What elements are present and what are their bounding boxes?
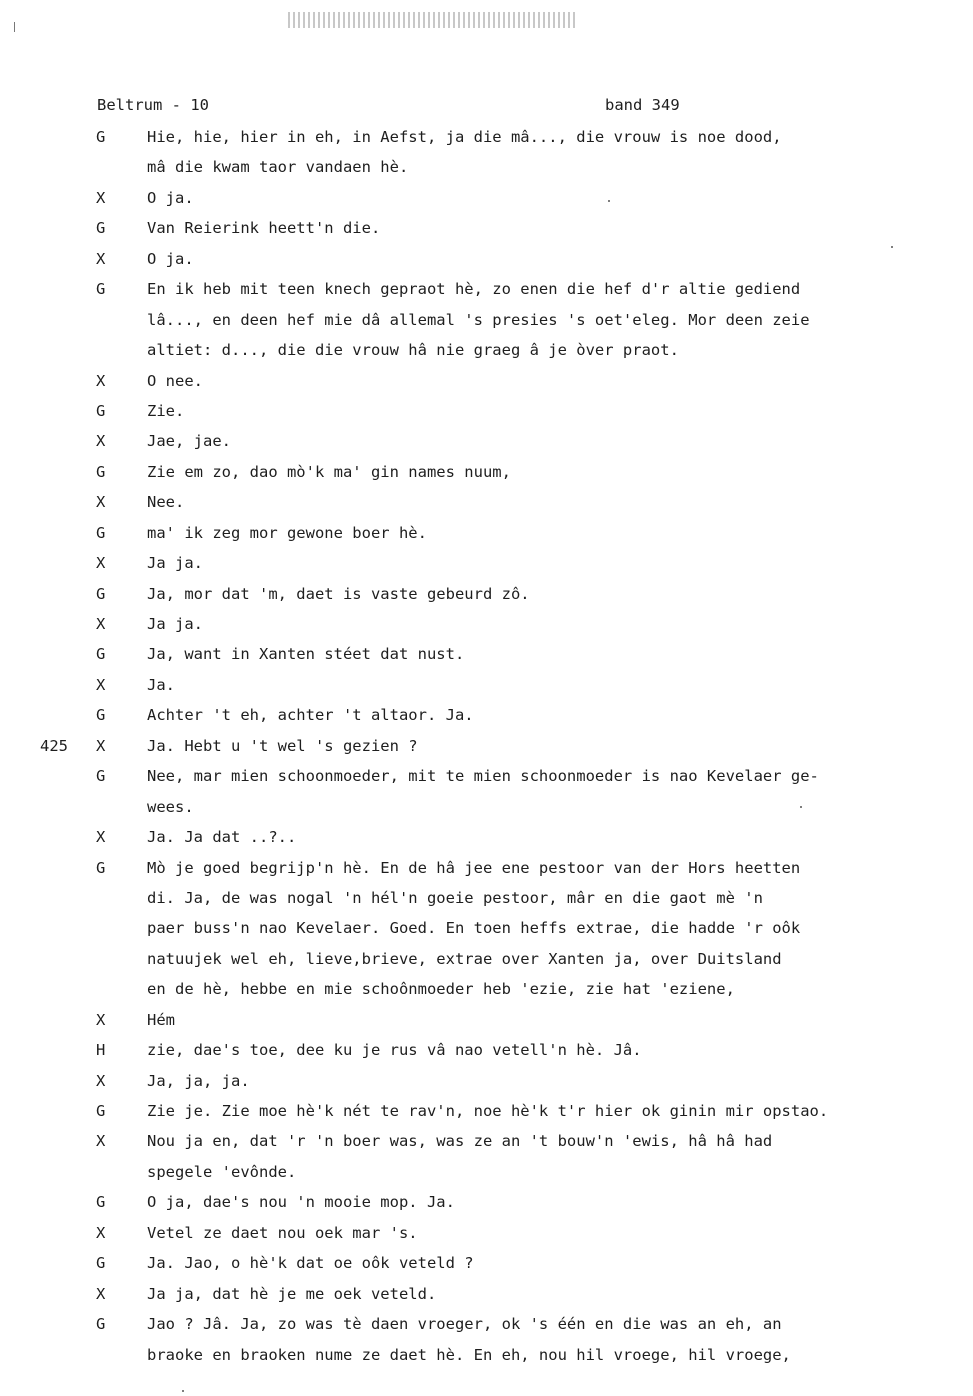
transcript-line: [0, 311, 973, 341]
speaker-label: X: [96, 675, 106, 694]
transcript-line: [0, 676, 973, 706]
transcript-line: [0, 1224, 973, 1254]
speaker-label: G: [96, 858, 106, 877]
transcript-line: [0, 1102, 973, 1132]
line-text: ma' ik zeg mor gewone boer hè.: [147, 523, 427, 542]
transcript-line: [0, 980, 973, 1010]
transcript-line: [0, 1254, 973, 1284]
transcript-line: [0, 1132, 973, 1162]
line-text: Nee, mar mien schoonmoeder, mit te mien schoonmoeder is nao Kevelaer ge-: [147, 767, 819, 786]
line-text: Nee.: [147, 493, 185, 512]
line-text: wees.: [147, 797, 194, 816]
transcript-line: [0, 250, 973, 280]
line-text: paer buss'n nao Kevelaer. Goed. En toen heffs extrae, die hadde 'r oôk: [147, 919, 801, 938]
speaker-label: X: [96, 371, 106, 390]
transcript-line: [0, 280, 973, 310]
line-text: braoke en braoken nume ze daet hè. En eh, nou hil vroege, hil vroege,: [147, 1345, 791, 1364]
transcript-line: [0, 889, 973, 919]
speaker-label: X: [96, 493, 106, 512]
speaker-label: G: [96, 280, 106, 299]
transcript-line: [0, 1163, 973, 1193]
transcript-line: [0, 859, 973, 889]
margin-number: 425: [40, 736, 68, 755]
line-text: En ik heb mit teen knech gepraot hè, zo enen die hef d'r altie gediend: [147, 280, 801, 299]
speaker-label: G: [96, 1102, 106, 1120]
line-text: mâ die kwam taor vandaen hè.: [147, 158, 409, 177]
line-text: Vetel ze daet nou oek mar 's.: [147, 1223, 418, 1242]
speaker-label: G: [96, 219, 106, 238]
line-text: Zie.: [147, 401, 185, 420]
transcript-line: [0, 432, 973, 462]
speaker-label: X: [96, 432, 106, 451]
line-text: natuujek wel eh, lieve,brieve, extrae over Xanten ja, over Duitsland: [147, 949, 782, 968]
transcript-line: [0, 737, 973, 767]
transcript-line: [0, 524, 973, 554]
speaker-label: G: [96, 462, 106, 481]
transcript-lines: [0, 128, 973, 1376]
scan-speck: [891, 246, 893, 248]
line-text: Ja.: [147, 675, 175, 694]
line-text: Ja, want in Xanten stéet dat nust.: [147, 645, 465, 664]
speaker-label: G: [96, 1315, 106, 1334]
line-text: O ja, dae's nou 'n mooie mop. Ja.: [147, 1193, 455, 1212]
transcript-line: [0, 1193, 973, 1223]
transcript-line: [0, 219, 973, 249]
speaker-label: X: [96, 188, 106, 207]
scan-speck: [608, 200, 610, 202]
line-text: Ja ja, dat hè je me oek veteld.: [147, 1284, 437, 1303]
speaker-label: G: [96, 706, 106, 725]
speaker-label: G: [96, 1254, 106, 1273]
transcript-line: [0, 128, 973, 158]
scan-smudge: [288, 12, 578, 28]
speaker-label: X: [96, 1284, 106, 1303]
transcript-line: [0, 919, 973, 949]
transcript-line: [0, 585, 973, 615]
line-text: Ja. Jao, o hè'k dat oe oôk veteld ?: [147, 1254, 474, 1273]
speaker-label: H: [96, 1041, 106, 1060]
transcript-line: [0, 1285, 973, 1315]
line-text: zie, dae's toe, dee ku je rus vâ nao vetell'n hè. Jâ.: [147, 1041, 642, 1060]
line-text: Ja, mor dat 'm, daet is vaste gebeurd zô.: [147, 584, 530, 603]
scan-speck: [800, 806, 802, 808]
speaker-label: G: [96, 767, 106, 786]
transcript-line: [0, 645, 973, 675]
speaker-label: X: [96, 1071, 106, 1090]
header-band: band 349: [605, 96, 680, 114]
line-text: Nou ja en, dat 'r 'n boer was, was ze an 't bouw'n 'ewis, hâ hâ had: [147, 1132, 773, 1151]
line-text: Hém: [147, 1010, 175, 1029]
line-text: Zie em zo, dao mò'k ma' gin names nuum,: [147, 462, 511, 481]
transcript-line: [0, 1072, 973, 1102]
line-text: Zie je. Zie moe hè'k nét te rav'n, noe hè'k t'r hier ok ginin mir opstao.: [147, 1102, 829, 1120]
speaker-label: G: [96, 128, 106, 146]
line-text: Achter 't eh, achter 't altaor. Ja.: [147, 706, 474, 725]
line-text: Ja, ja, ja.: [147, 1071, 250, 1090]
scan-mark: [14, 22, 15, 32]
transcript-line: [0, 1011, 973, 1041]
line-text: Jao ? Jâ. Ja, zo was tè daen vroeger, ok 's één en die was an eh, an: [147, 1315, 782, 1334]
transcript-line: [0, 767, 973, 797]
transcript-line: [0, 706, 973, 736]
line-text: di. Ja, de was nogal 'n hél'n goeie pestoor, mâr en die gaot mè 'n: [147, 888, 763, 907]
speaker-label: X: [96, 828, 106, 847]
transcript-line: [0, 798, 973, 828]
line-text: O ja.: [147, 188, 194, 207]
transcript-line: [0, 402, 973, 432]
speaker-label: X: [96, 249, 106, 268]
line-text: lâ..., en deen hef mie dâ allemal 's presies 's oet'eleg. Mor deen zeie: [147, 310, 810, 329]
speaker-label: G: [96, 523, 106, 542]
transcript-line: [0, 1041, 973, 1071]
transcript-line: [0, 372, 973, 402]
transcript-line: [0, 950, 973, 980]
transcript-line: [0, 493, 973, 523]
speaker-label: X: [96, 1223, 106, 1242]
speaker-label: G: [96, 1193, 106, 1212]
line-text: O nee.: [147, 371, 203, 390]
speaker-label: G: [96, 584, 106, 603]
line-text: en de hè, hebbe en mie schoônmoeder heb 'ezie, zie hat 'eziene,: [147, 980, 735, 999]
line-text: Mò je goed begrijp'n hè. En de hâ jee ene pestoor van der Hors heetten: [147, 858, 801, 877]
transcript-line: [0, 158, 973, 188]
line-text: Ja ja.: [147, 554, 203, 573]
transcript-line: [0, 615, 973, 645]
speaker-label: X: [96, 1010, 106, 1029]
line-text: Ja. Ja dat ..?..: [147, 828, 297, 847]
line-text: Ja. Hebt u 't wel 's gezien ?: [147, 736, 418, 755]
scan-speck: [182, 1390, 184, 1392]
speaker-label: X: [96, 615, 106, 633]
line-text: O ja.: [147, 249, 194, 268]
page-header: [97, 96, 933, 120]
speaker-label: X: [96, 1132, 106, 1151]
line-text: altiet: d..., die die vrouw hâ nie graeg â je òver praot.: [147, 341, 679, 360]
transcript-line: [0, 189, 973, 219]
speaker-label: G: [96, 645, 106, 664]
speaker-label: X: [96, 554, 106, 573]
line-text: Hie, hie, hier in eh, in Aefst, ja die mâ..., die vrouw is noe dood,: [147, 128, 782, 146]
speaker-label: G: [96, 401, 106, 420]
transcript-line: [0, 1315, 973, 1345]
transcript-line: [0, 463, 973, 493]
line-text: Van Reierink heett'n die.: [147, 219, 381, 238]
speaker-label: X: [96, 736, 106, 755]
header-title: Beltrum - 10: [97, 96, 209, 114]
line-text: Ja ja.: [147, 615, 203, 633]
line-text: Jae, jae.: [147, 432, 231, 451]
transcript-line: [0, 828, 973, 858]
transcript-line: [0, 1346, 973, 1376]
transcript-line: [0, 341, 973, 371]
transcript-line: [0, 554, 973, 584]
line-text: spegele 'evônde.: [147, 1162, 297, 1181]
